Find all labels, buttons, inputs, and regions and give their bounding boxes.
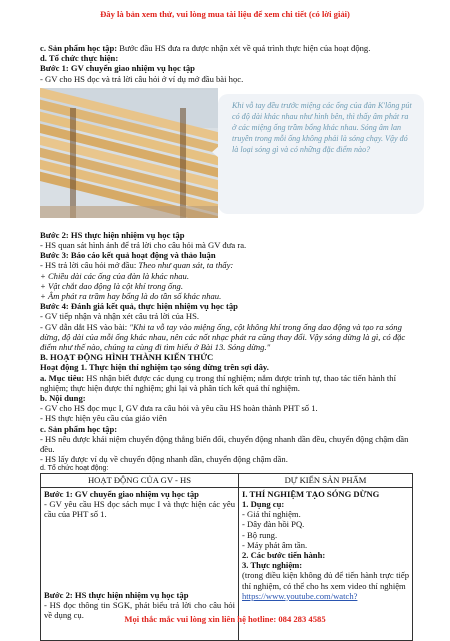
observation-bullet: + Chiều dài các ống của đàn là khác nhau. (40, 270, 190, 281)
steps-heading: 2. Các bước tiến hành: (242, 549, 326, 560)
experiment-heading: 3. Thực nghiệm: (242, 560, 303, 571)
tools-heading: 1. Dụng cụ: (242, 498, 285, 509)
tool-item: - Giá thí nghiệm. (242, 509, 301, 520)
table-header-row (41, 474, 413, 487)
step4-text1: - GV tiếp nhận và nhận xét câu trả lời của HS. (40, 311, 200, 322)
content-text2: - HS thực hiện yêu cầu của giáo viên (40, 413, 167, 424)
step3-italic: Theo như quan sát, ta thấy: (138, 260, 234, 271)
col-header-product: DỰ KIẾN SẢN PHẨM (239, 474, 413, 487)
step4-text2 (40, 322, 412, 353)
product-text2: - HS lấy được ví dụ về chuyển động nhanh dần, chuyển động chậm dần. (40, 454, 288, 465)
preview-banner: Đây là bản xem thử, vui lòng mua tài liệu để xem chi tiết (có lời giải) (100, 9, 350, 19)
video-link[interactable]: https://www.youtube.com/watch? (242, 590, 358, 601)
experiment-title: I. THÍ NGHIỆM TẠO SÓNG DỪNG (242, 488, 380, 499)
content-text1: - GV cho HS đọc mục I, GV đưa ra câu hỏi và yêu cầu HS hoàn thành PHT số 1. (40, 403, 318, 414)
step4-italic: "Khi ta vỗ tay vào miệng ống, cột không khí trong ống dao động và tạo ra sóng dừng, độ dài của mỗi ống khác nhau, nên các nốt nhạc phát ra cũng thay đổi. Vậy sóng dừng là gì, có đặc điểm như thế nào, chúng ta cùng đi tìm hiểu ở Bài 13. Sóng dừng." (40, 321, 406, 353)
observation-bullet: + Âm phát ra trầm hay bổng là do tần số khác nhau. (40, 291, 222, 302)
step3-prefix: - HS trả lời câu hỏi mở đầu: (40, 260, 139, 271)
table-step1-label: Bước 1: GV chuyển giao nhiệm vụ học tập (44, 488, 199, 499)
experiment-text: (trong điều kiện không đủ để tiến hành trực tiếp thí nghiệm, có thể cho hs xem video thí nghiệm (242, 570, 409, 591)
product-text: Bước đầu HS đưa ra được nhận xét về quá trình thực hiện của hoạt động. (117, 43, 371, 53)
intro-figure (40, 88, 412, 224)
step3-text (40, 260, 412, 270)
tool-item: - Máy phát âm tần. (242, 539, 308, 550)
content-label: b. Nội dung: (40, 393, 86, 404)
tool-item: - Dây đàn hồi PQ. (242, 519, 305, 530)
section-b-heading: B. HOẠT ĐỘNG HÌNH THÀNH KIẾN THỨC (40, 352, 214, 363)
product-label: c. Sản phẩm học tập: (40, 43, 118, 53)
document-page (40, 40, 412, 641)
step3-label: Bước 3: Báo cáo kết quả hoạt động và thảo luận (40, 250, 216, 261)
product-text1: - HS nêu được khái niệm chuyển động thẳng biến đổi, chuyển động nhanh dần đều, chuyển động chậm dần đều. (40, 433, 409, 455)
question-callout: Khi vỗ tay đều trước miệng các ống của đàn K'lông pút có độ dài khác nhau như hình bên, thì thấy âm phát ra ở các miệng ống trầm bổng khác nhau. Sóng âm lan truyền trong mỗi ống không phải là sóng chạy. Vậy đó là loại sóng gì và có những đặc điểm nào? (218, 94, 424, 214)
activity1-heading: Hoạt động 1. Thực hiện thí nghiệm tạo sóng dừng trên sợi dây. (40, 362, 269, 373)
table-step2-text: - HS đọc thông tin SGK, phát biểu trả lời cho câu hỏi về dụng cụ. (44, 599, 235, 621)
product-label-2: c. Sản phẩm học tập: (40, 423, 118, 434)
step1-text: - GV cho HS đọc và trả lời câu hỏi ở ví dụ mở đầu bài học. (40, 73, 244, 84)
step1-label: Bước 1: GV chuyển giao nhiệm vụ học tập (40, 63, 195, 74)
observation-bullet: + Vật chắt dao động là cột khí trong ống. (40, 280, 183, 291)
step4-label: Bước 4: Đánh giá kết quả, thực hiện nhiệm vụ học tập (40, 301, 238, 312)
tool-item: - Bộ rung. (242, 529, 278, 540)
step2-text: - HS quan sát hình ảnh để trả lời cho câu hỏi mà GV đưa ra. (40, 240, 247, 251)
table-step1-text: - GV yêu cầu HS đọc sách mục I và thực hiện các yêu cầu của PHT số 1. (44, 498, 235, 520)
goal-text: HS nhận biết được các dụng cụ trong thí nghiệm; nắm được trình tự, thao tác tiến hành thí nghiệm; thực hiện được thí nghiệm; ghi lại và phân tích kết quả thí nghiệm. (40, 372, 396, 393)
goal-label: a. Mục tiêu: (40, 372, 85, 383)
org-label: d. Tổ chức thực hiện: (40, 53, 119, 64)
table-step2-label: Bước 2: HS thực hiện nhiệm vụ học tập (44, 589, 189, 600)
klong-put-photo (40, 88, 218, 218)
hotline-banner: Mọi thắc mắc vui lòng xin liên hệ hotline: 084 283 4585 (124, 614, 326, 624)
col-header-activity: HOẠT ĐỘNG CỦA GV - HS (41, 474, 239, 487)
goal-paragraph (40, 373, 412, 393)
step2-label: Bước 2: HS thực hiện nhiệm vụ học tập (40, 229, 185, 240)
product-line (40, 43, 412, 53)
org-label-2: d. Tổ chức hoạt động: (40, 465, 109, 473)
step4-prefix: - GV dẫn dắt HS vào bài: (40, 321, 130, 332)
